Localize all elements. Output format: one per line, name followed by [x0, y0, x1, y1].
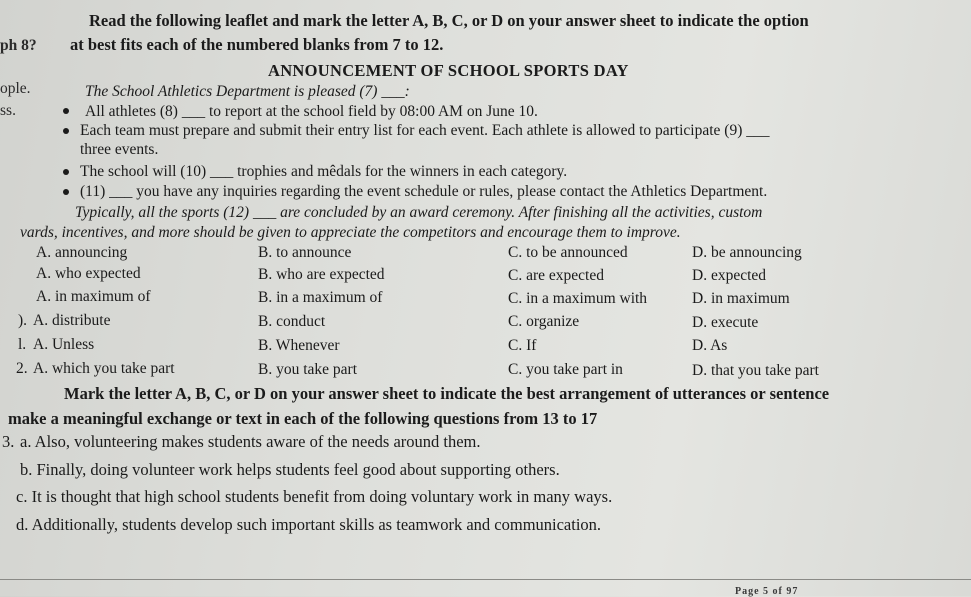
option-c: C. are expected: [508, 267, 604, 284]
option-c: C. in a maximum with: [508, 290, 648, 307]
leaflet-bullet-1: All athletes (8) ___ to report at the school field by 08:00 AM on June 10.: [85, 103, 538, 120]
bullet-dot: [63, 169, 69, 175]
option-c: C. you take part in: [508, 361, 623, 378]
leaflet-closing-2: vards, incentives, and more should be given to appreciate the competitors and encourage them to improve.: [20, 224, 681, 241]
question-number: l.: [18, 336, 27, 353]
q13-item-a: a. Also, volunteering makes students aware of the needs around them.: [20, 432, 481, 451]
leaflet-bullet-2-cont: three events.: [80, 141, 159, 158]
option-d: D. in maximum: [692, 290, 790, 307]
bullet-dot: [63, 108, 69, 114]
instruction-line-1: Read the following leaflet and mark the letter A, B, C, or D on your answer sheet to indicate the option: [89, 11, 809, 30]
leaflet-bullet-3: The school will (10) ___ trophies and mêdals for the winners in each category.: [80, 163, 568, 180]
option-b: B. Whenever: [258, 337, 340, 354]
option-b: B. who are expected: [258, 266, 385, 283]
leaflet-bullet-2: Each team must prepare and submit their entry list for each event. Each athlete is allowed to participate (9) ___: [80, 122, 770, 139]
q13-item-d: d. Additionally, students develop such important skills as teamwork and communication.: [16, 515, 602, 534]
option-b: B. in a maximum of: [258, 289, 383, 306]
option-c: C. to be announced: [508, 244, 628, 261]
option-c: C. organize: [508, 313, 580, 330]
leaflet-intro: The School Athletics Department is pleased (7) ___:: [85, 83, 410, 100]
question-13-number: 3.: [2, 432, 15, 451]
option-a: A. announcing: [36, 244, 128, 261]
option-b: B. you take part: [258, 361, 358, 378]
question-number: 2.: [16, 360, 28, 377]
q13-item-c: c. It is thought that high school students benefit from doing voluntary work in many ways.: [16, 487, 613, 506]
q13-item-b: b. Finally, doing volunteer work helps students feel good about supporting others.: [20, 460, 560, 479]
bullet-dot: [63, 189, 69, 195]
page-number: Page 5 of 97: [735, 586, 799, 597]
bullet-dot: [63, 128, 69, 134]
margin-note-ss: ss.: [0, 102, 16, 119]
option-a: A. in maximum of: [36, 288, 151, 305]
margin-note-ople: ople.: [0, 80, 31, 97]
option-b: B. conduct: [258, 313, 326, 330]
option-d: D. expected: [692, 267, 767, 284]
option-a: A. Unless: [33, 336, 95, 353]
section2-instruction-2: make a meaningful exchange or text in each of the following questions from 13 to 17: [8, 409, 598, 428]
leaflet-closing-1: Typically, all the sports (12) ___ are concluded by an award ceremony. After finishing all the activities, custom: [75, 204, 763, 221]
leaflet-title: ANNOUNCEMENT OF SCHOOL SPORTS DAY: [268, 61, 629, 80]
margin-note-ph: ph 8?: [0, 37, 37, 54]
option-a: A. distribute: [33, 312, 111, 329]
section2-instruction-1: Mark the letter A, B, C, or D on your answer sheet to indicate the best arrangement of utterances or sentence: [64, 384, 830, 403]
option-c: C. If: [508, 337, 537, 354]
option-d: D. that you take part: [692, 362, 819, 379]
option-d: D. be announcing: [692, 244, 802, 261]
option-d: D. execute: [692, 314, 759, 331]
question-number: ).: [18, 312, 28, 329]
option-b: B. to announce: [258, 244, 352, 261]
option-a: A. which you take part: [33, 360, 175, 377]
option-d: D. As: [692, 337, 728, 354]
leaflet-bullet-4: (11) ___ you have any inquiries regarding the event schedule or rules, please contact the Athletics Department.: [80, 183, 768, 200]
option-a: A. who expected: [36, 265, 141, 282]
instruction-line-2: at best fits each of the numbered blanks from 7 to 12.: [70, 35, 444, 54]
footer-divider: [0, 579, 971, 580]
